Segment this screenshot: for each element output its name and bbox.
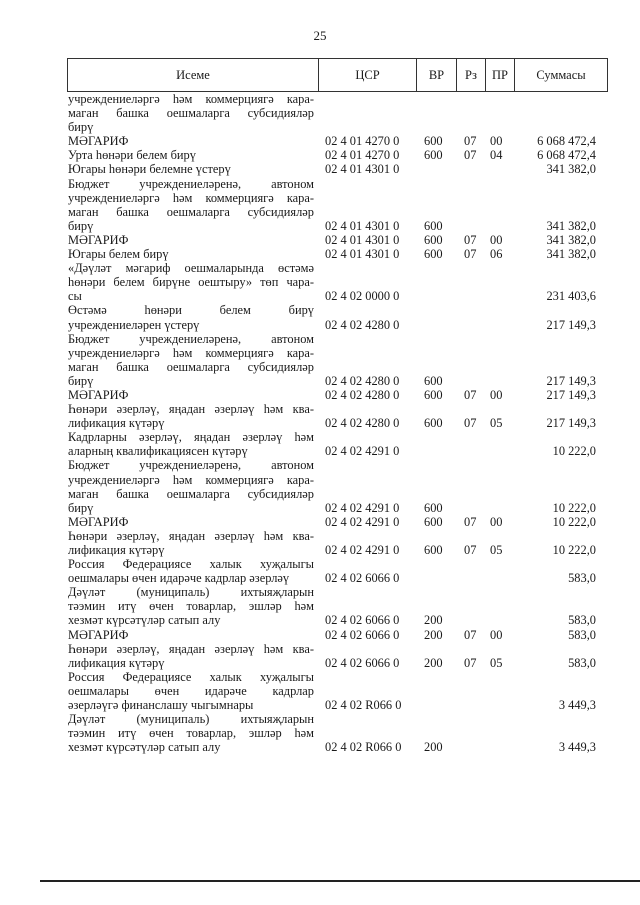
table-row bbox=[67, 148, 608, 162]
row-sum: 10 222,0 bbox=[552, 514, 596, 529]
header-pr: ПР bbox=[485, 59, 514, 91]
table-row bbox=[67, 388, 608, 402]
row-name-line: һөнәри белем бирүне оештыру» төп чара- bbox=[68, 275, 314, 290]
row-csr: 02 4 01 4270 0 bbox=[325, 148, 400, 163]
row-sum: 217 149,3 bbox=[546, 416, 596, 431]
table-row bbox=[67, 670, 608, 712]
row-csr: 02 4 02 4291 0 bbox=[325, 543, 400, 557]
row-sum: 10 222,0 bbox=[552, 500, 596, 515]
row-name-line: МӘГАРИФ bbox=[68, 514, 129, 529]
header-sum: Суммасы bbox=[514, 59, 607, 91]
row-sum: 3 449,3 bbox=[558, 698, 596, 713]
row-name bbox=[67, 670, 314, 712]
row-vr: 600 bbox=[424, 373, 443, 388]
row-pr: 00 bbox=[490, 627, 503, 642]
table-row bbox=[67, 177, 608, 233]
row-name bbox=[67, 515, 314, 529]
row-name bbox=[67, 388, 314, 402]
row-sum: 583,0 bbox=[568, 655, 596, 670]
row-sum: 231 403,6 bbox=[546, 289, 596, 304]
row-name bbox=[67, 177, 314, 233]
row-name-line: учреждениеләргә һәм коммерциягә кара- bbox=[68, 472, 314, 487]
row-name-line: Бюджет учреждениеләренә, автоном bbox=[68, 458, 314, 473]
row-sum: 10 222,0 bbox=[552, 543, 596, 557]
row-csr: 02 4 01 4301 0 bbox=[325, 232, 400, 247]
row-sum: 583,0 bbox=[568, 613, 596, 628]
row-name-line: Дәүләт (муниципаль) ихтыяҗларын bbox=[68, 712, 314, 727]
row-name-line: лификация күтәрү bbox=[68, 416, 165, 431]
row-csr: 02 4 02 6066 0 bbox=[325, 571, 400, 586]
row-name-line: маган башка оешмаларга субсидияләр bbox=[68, 106, 314, 121]
row-vr: 200 bbox=[424, 655, 443, 670]
row-csr: 02 4 02 4291 0 bbox=[325, 444, 400, 459]
row-name-line: Урта һөнәри белем бирү bbox=[68, 148, 196, 163]
row-name-line: Россия Федерациясе халык хуҗалыгы bbox=[68, 557, 314, 572]
table-row bbox=[67, 332, 608, 388]
row-name-line: лификация күтәрү bbox=[68, 543, 165, 557]
row-name-line: сы bbox=[68, 289, 82, 304]
row-name-line: оешмалары өчен идарәче кадрлар әзерләү bbox=[68, 571, 290, 586]
row-csr: 02 4 02 4291 0 bbox=[325, 500, 400, 515]
row-csr: 02 4 02 0000 0 bbox=[325, 289, 400, 304]
row-name-line: учреждениеләрен үстерү bbox=[68, 317, 200, 332]
row-name-line: Һөнәри әзерләү, яңадан әзерләү һәм ква- bbox=[68, 641, 314, 656]
row-csr: 02 4 02 6066 0 bbox=[325, 627, 400, 642]
row-pr: 00 bbox=[490, 232, 503, 247]
table-body bbox=[67, 92, 608, 754]
row-csr: 02 4 02 4280 0 bbox=[325, 317, 400, 332]
row-rz: 07 bbox=[464, 543, 477, 557]
row-name-line: маган башка оешмаларга субсидияләр bbox=[68, 359, 314, 374]
row-pr: 04 bbox=[490, 148, 503, 163]
bottom-rule bbox=[40, 880, 640, 882]
table-row bbox=[67, 515, 608, 529]
row-name bbox=[67, 92, 314, 134]
row-name-line: учреждениеләргә һәм коммерциягә кара- bbox=[68, 345, 314, 360]
row-csr: 02 4 02 4291 0 bbox=[325, 514, 400, 529]
row-csr: 02 4 02 4280 0 bbox=[325, 387, 400, 402]
table-row bbox=[67, 162, 608, 176]
row-csr: 02 4 01 4301 0 bbox=[325, 218, 400, 233]
row-vr: 600 bbox=[424, 416, 443, 431]
row-name bbox=[67, 430, 314, 458]
row-name-line: Югары һөнәри белемне үстерү bbox=[68, 162, 231, 177]
table-row bbox=[67, 529, 608, 557]
row-rz: 07 bbox=[464, 134, 477, 149]
row-name bbox=[67, 303, 314, 331]
row-name-line: Кадрларны әзерләү, яңадан әзерләү һәм bbox=[68, 430, 314, 445]
row-rz: 07 bbox=[464, 148, 477, 163]
budget-table bbox=[67, 58, 608, 754]
table-row bbox=[67, 628, 608, 642]
row-name-line: МӘГАРИФ bbox=[68, 232, 129, 247]
row-name bbox=[67, 233, 314, 247]
row-sum: 3 449,3 bbox=[558, 740, 596, 755]
row-name-line: Дәүләт (муниципаль) ихтыяҗларын bbox=[68, 585, 314, 600]
row-name-line: тәэмин итү өчен товарлар, эшләр һәм bbox=[68, 726, 314, 741]
row-name-line: Һөнәри әзерләү, яңадан әзерләү һәм ква- bbox=[68, 528, 314, 543]
row-name-line: Бюджет учреждениеләренә, автоном bbox=[68, 176, 314, 191]
row-vr: 600 bbox=[424, 500, 443, 515]
row-name-line: Россия Федерациясе халык хуҗалыгы bbox=[68, 669, 314, 684]
row-name-line: оешмалары өчен идарәче кадрлар bbox=[68, 683, 314, 698]
row-name-line: бирү bbox=[68, 120, 94, 135]
row-pr: 00 bbox=[490, 514, 503, 529]
table-row bbox=[67, 402, 608, 430]
row-sum: 341 382,0 bbox=[546, 162, 596, 177]
row-name-line: МӘГАРИФ bbox=[68, 387, 129, 402]
table-row bbox=[67, 458, 608, 514]
row-csr: 02 4 02 R066 0 bbox=[325, 740, 402, 755]
row-rz: 07 bbox=[464, 416, 477, 431]
table-row bbox=[67, 642, 608, 670]
row-name-line: лификация күтәрү bbox=[68, 655, 165, 670]
row-name bbox=[67, 585, 314, 627]
row-name-line: тәэмин итү өчен товарлар, эшләр һәм bbox=[68, 599, 314, 614]
row-rz: 07 bbox=[464, 514, 477, 529]
row-name-line: маган башка оешмаларга субсидияләр bbox=[68, 204, 314, 219]
row-name bbox=[67, 261, 314, 303]
row-name-line: МӘГАРИФ bbox=[68, 134, 129, 149]
row-name bbox=[67, 247, 314, 261]
row-pr: 00 bbox=[490, 134, 503, 149]
row-rz: 07 bbox=[464, 387, 477, 402]
header-name: Исеме bbox=[176, 68, 210, 82]
row-pr: 05 bbox=[490, 655, 503, 670]
row-rz: 07 bbox=[464, 655, 477, 670]
row-name-line: Югары белем бирү bbox=[68, 247, 169, 262]
row-vr: 600 bbox=[424, 218, 443, 233]
row-name-line: аларның квалификациясен күтәрү bbox=[68, 444, 248, 459]
row-name bbox=[67, 332, 314, 388]
row-vr: 600 bbox=[424, 134, 443, 149]
row-vr: 200 bbox=[424, 627, 443, 642]
row-vr: 200 bbox=[424, 613, 443, 628]
header-vr: ВР bbox=[416, 59, 456, 91]
row-name-line: бирү bbox=[68, 500, 94, 515]
table-row bbox=[67, 92, 608, 134]
table-row bbox=[67, 430, 608, 458]
row-vr: 600 bbox=[424, 514, 443, 529]
row-sum: 6 068 472,4 bbox=[537, 148, 596, 163]
row-name-line: Бюджет учреждениеләренә, автоном bbox=[68, 331, 314, 346]
row-rz: 07 bbox=[464, 627, 477, 642]
row-name-line: бирү bbox=[68, 373, 94, 388]
table-header bbox=[67, 58, 608, 92]
row-name-line: учреждениеләргә һәм коммерциягә кара- bbox=[68, 190, 314, 205]
page-number: 25 bbox=[313, 28, 327, 43]
table-row bbox=[67, 712, 608, 754]
row-sum: 217 149,3 bbox=[546, 387, 596, 402]
row-csr: 02 4 02 R066 0 bbox=[325, 698, 402, 713]
row-name bbox=[67, 162, 314, 176]
row-csr: 02 4 01 4270 0 bbox=[325, 134, 400, 149]
row-sum: 341 382,0 bbox=[546, 218, 596, 233]
row-pr: 05 bbox=[490, 543, 503, 557]
row-csr: 02 4 01 4301 0 bbox=[325, 247, 400, 262]
row-vr: 200 bbox=[424, 740, 443, 755]
row-sum: 217 149,3 bbox=[546, 317, 596, 332]
row-pr: 00 bbox=[490, 387, 503, 402]
row-name-line: маган башка оешмаларга субсидияләр bbox=[68, 486, 314, 501]
row-sum: 583,0 bbox=[568, 571, 596, 586]
row-name-line: хезмәт күрсәтүләр сатып алу bbox=[68, 613, 221, 628]
row-name bbox=[67, 529, 314, 557]
row-name bbox=[67, 148, 314, 162]
table-row bbox=[67, 585, 608, 627]
row-name-line: хезмәт күрсәтүләр сатып алу bbox=[68, 740, 221, 755]
row-csr: 02 4 02 6066 0 bbox=[325, 655, 400, 670]
row-vr: 600 bbox=[424, 232, 443, 247]
table-row bbox=[67, 247, 608, 261]
row-name-line: «Дәүләт мәгариф оешмаларында өстәмә bbox=[68, 261, 314, 276]
row-vr: 600 bbox=[424, 543, 443, 557]
row-name bbox=[67, 628, 314, 642]
row-sum: 341 382,0 bbox=[546, 247, 596, 262]
table-row bbox=[67, 557, 608, 585]
row-csr: 02 4 01 4301 0 bbox=[325, 162, 400, 177]
row-name-line: МӘГАРИФ bbox=[68, 627, 129, 642]
row-name-line: учреждениеләргә һәм коммерциягә кара- bbox=[68, 92, 314, 106]
row-csr: 02 4 02 4280 0 bbox=[325, 373, 400, 388]
row-sum: 6 068 472,4 bbox=[537, 134, 596, 149]
table-row bbox=[67, 233, 608, 247]
row-sum: 341 382,0 bbox=[546, 232, 596, 247]
row-rz: 07 bbox=[464, 232, 477, 247]
row-name bbox=[67, 557, 314, 585]
header-csr: ЦСР bbox=[318, 59, 416, 91]
row-name-line: Һөнәри әзерләү, яңадан әзерләү һәм ква- bbox=[68, 402, 314, 417]
row-rz: 07 bbox=[464, 247, 477, 262]
header-rz: Рз bbox=[456, 59, 485, 91]
row-csr: 02 4 02 6066 0 bbox=[325, 613, 400, 628]
row-csr: 02 4 02 4280 0 bbox=[325, 416, 400, 431]
row-name bbox=[67, 134, 314, 148]
row-name bbox=[67, 458, 314, 514]
row-sum: 217 149,3 bbox=[546, 373, 596, 388]
row-pr: 06 bbox=[490, 247, 503, 262]
row-pr: 05 bbox=[490, 416, 503, 431]
row-sum: 583,0 bbox=[568, 627, 596, 642]
row-sum: 10 222,0 bbox=[552, 444, 596, 459]
row-name-line: әзерләүгә финанслашу чыгымнары bbox=[68, 698, 254, 713]
table-row bbox=[67, 261, 608, 303]
row-name bbox=[67, 402, 314, 430]
row-name-line: бирү bbox=[68, 218, 94, 233]
table-row bbox=[67, 303, 608, 331]
row-name bbox=[67, 642, 314, 670]
row-name-line: Өстәмә һөнәри белем бирү bbox=[68, 303, 314, 318]
table-row bbox=[67, 134, 608, 148]
row-vr: 600 bbox=[424, 148, 443, 163]
row-name bbox=[67, 712, 314, 754]
row-vr: 600 bbox=[424, 387, 443, 402]
row-vr: 600 bbox=[424, 247, 443, 262]
